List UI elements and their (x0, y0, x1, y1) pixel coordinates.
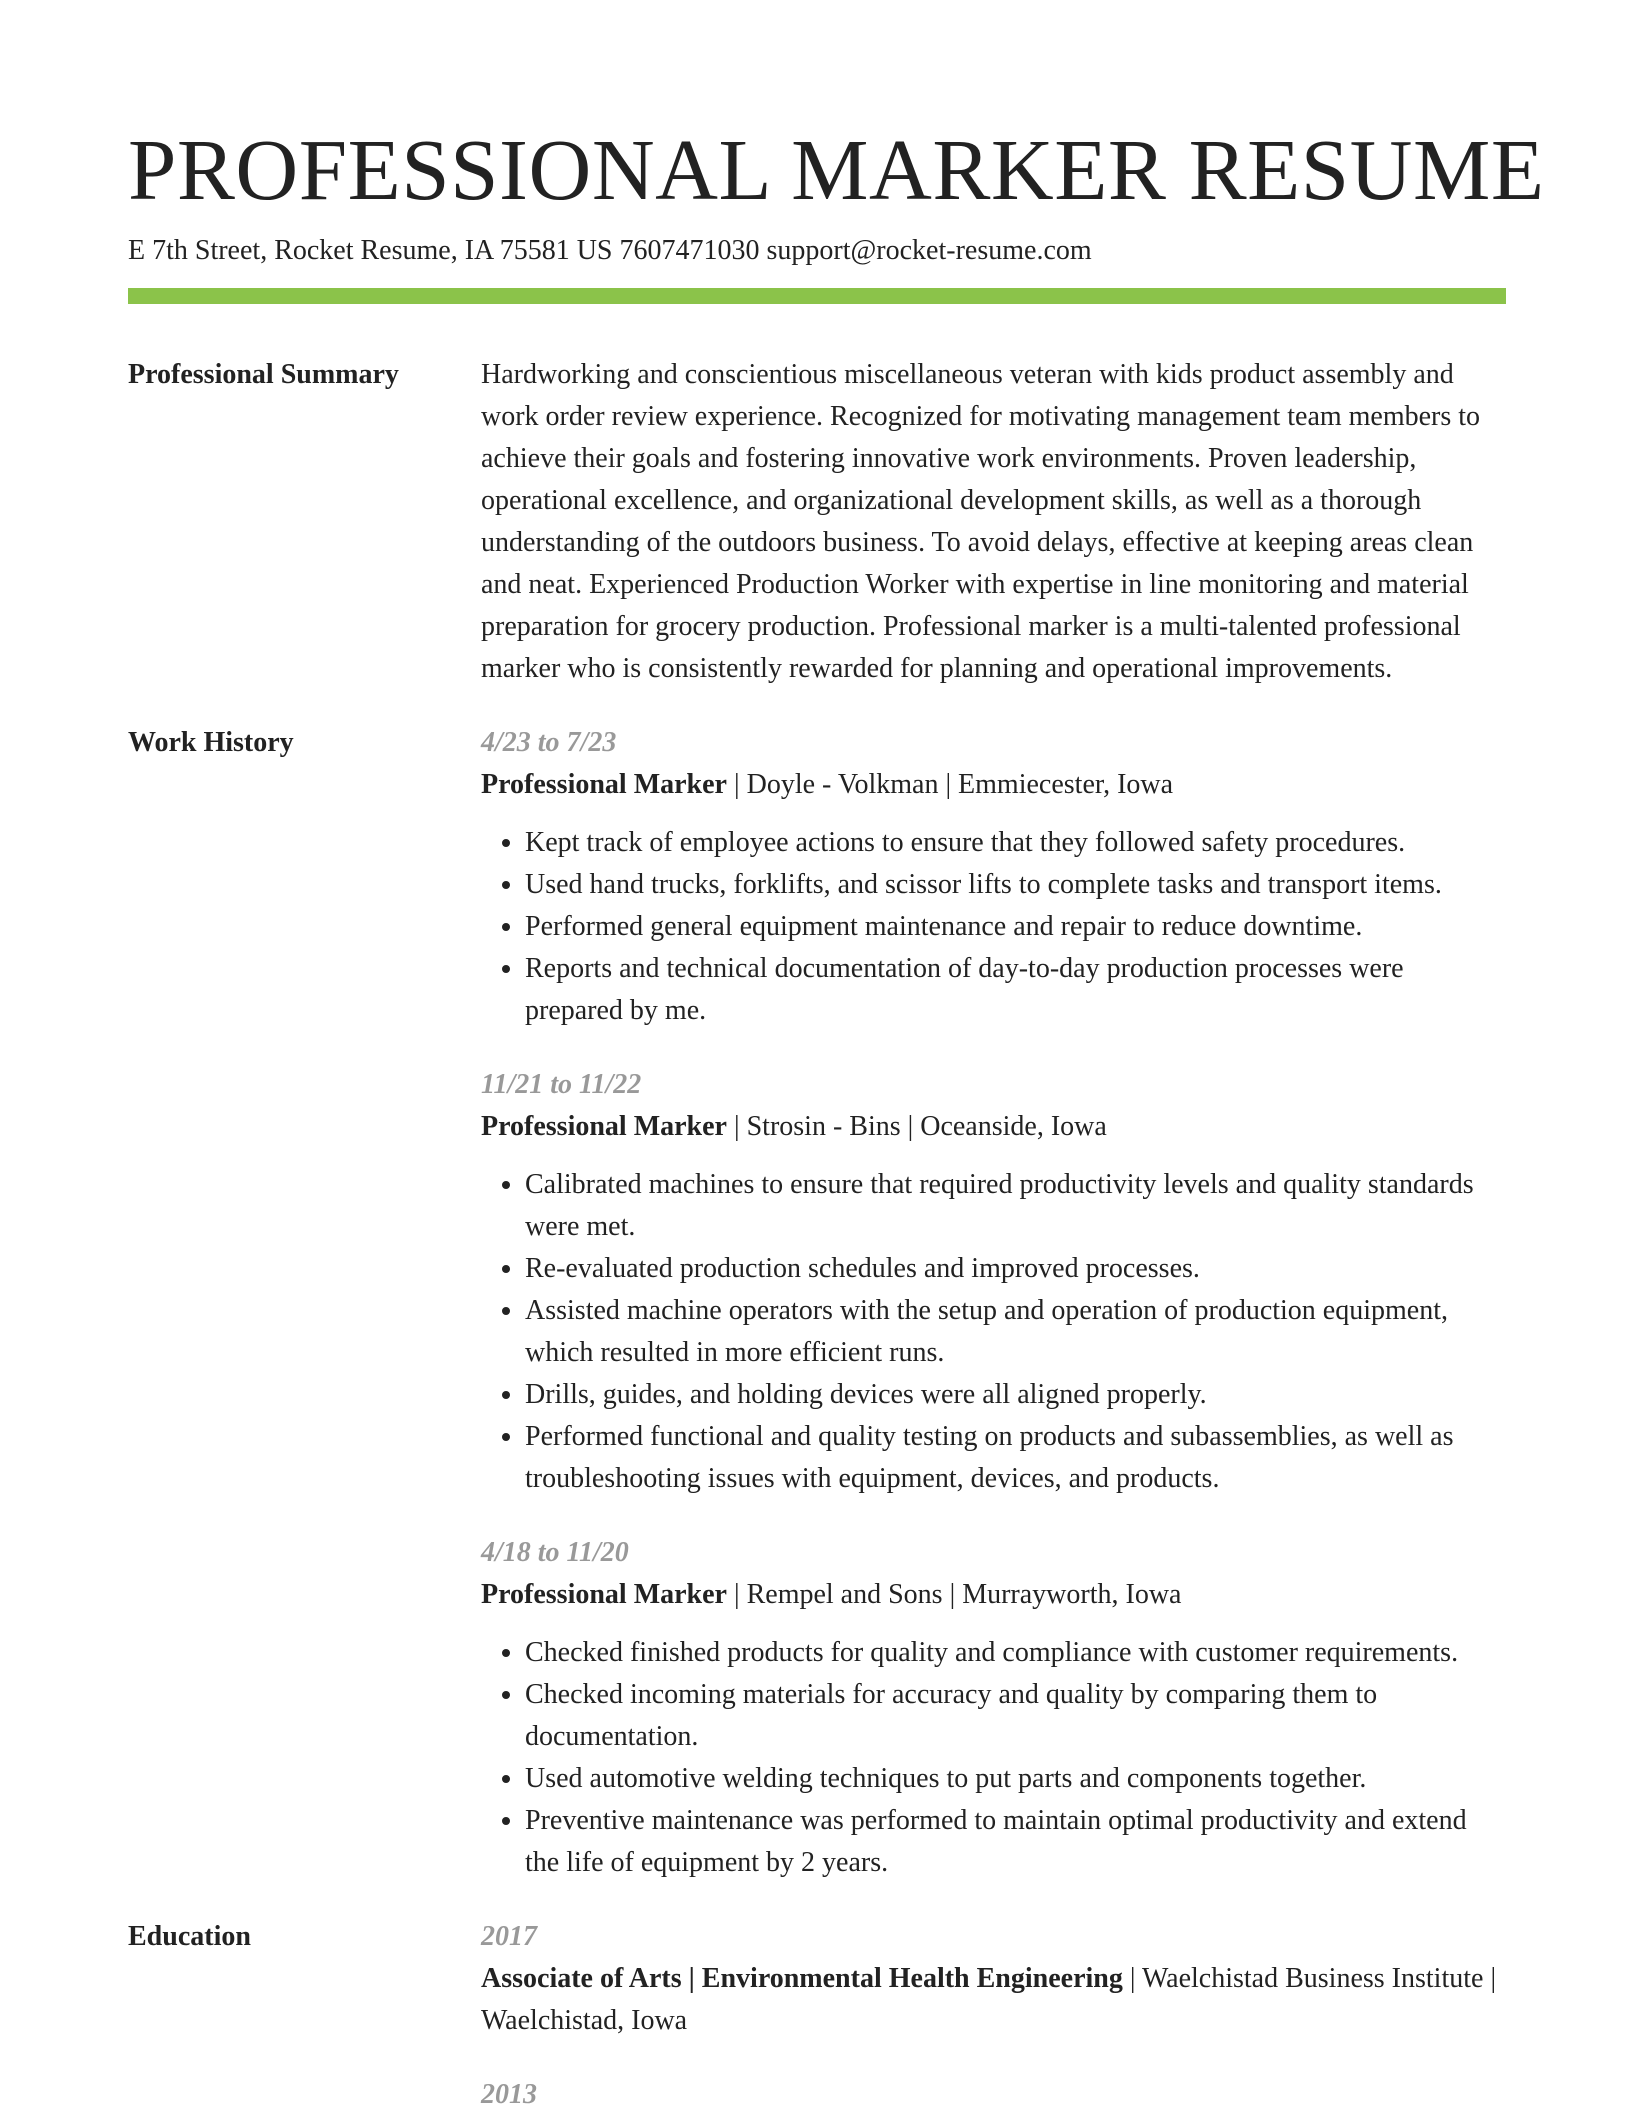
job-duty-item: • Checked incoming materials for accuracy and quality by comparing them to documentation. (525, 1674, 1506, 1758)
education-year: 2017 (481, 1921, 537, 1952)
job-duty-item: • Drills, guides, and holding devices were all aligned properly. (525, 1374, 1506, 1416)
job-location: Oceanside, Iowa (920, 1111, 1107, 1142)
job-dates: 11/21 to 11/22 (481, 1069, 642, 1100)
job-duty-item: • Assisted machine operators with the setup and operation of production equipment, which resulted in more efficient runs. (525, 1290, 1506, 1374)
education-body (481, 1916, 1506, 2116)
education-section (128, 1916, 1506, 2116)
job-duty-item: • Checked finished products for quality and compliance with customer requirements. (525, 1632, 1506, 1674)
education-location: Waelchistad, Iowa (481, 2005, 688, 2036)
job-heading: Professional Marker | Strosin - Bins | Oceanside, Iowa (481, 1111, 1107, 1142)
education-school: Waelchistad Business Institute (1141, 1963, 1484, 1994)
work-history-heading: Work History (128, 727, 294, 758)
job-company: Strosin - Bins (746, 1111, 901, 1142)
job-role: Professional Marker (481, 769, 727, 800)
header-divider (128, 288, 1506, 304)
job-duty-item: • Kept track of employee actions to ensure that they followed safety procedures. (525, 822, 1506, 864)
resume-page (128, 118, 1545, 2116)
summary-section (128, 354, 1506, 690)
job-company: Rempel and Sons (746, 1579, 943, 1610)
work-history-section (128, 722, 1506, 1884)
job-location: Emmiecester, Iowa (958, 769, 1174, 800)
summary-text: Hardworking and conscientious miscellaneous veteran with kids product assembly and work order review experience. Recognized for motivating management team members to achieve their goals and fostering innovative work environments. Proven leadership, operational excellence, and organizational development skills, as well as a thorough understanding of the outdoors business. To avoid delays, effective at keeping areas clean and neat. Experienced Production Worker with expertise in line monitoring and material preparation for grocery production. Professional marker is a multi-talented professional marker who is consistently rewarded for planning and operational improvements. (481, 359, 1481, 684)
education-entry (481, 2074, 1506, 2116)
job-duties (481, 1632, 1506, 1884)
resume-title: PROFESSIONAL MARKER RESUME (128, 121, 1545, 218)
summary-heading: Professional Summary (128, 359, 399, 390)
job-entry (481, 722, 1506, 1032)
job-role: Professional Marker (481, 1111, 727, 1142)
job-duty-item: • Performed functional and quality testing on products and subassemblies, as well as troubleshooting issues with equipment, devices, and products. (525, 1416, 1506, 1500)
education-degree: Associate of Arts | Environmental Health Engineering (481, 1963, 1123, 1994)
education-year: 2013 (481, 2079, 537, 2110)
job-role: Professional Marker (481, 1579, 727, 1610)
job-duties (481, 822, 1506, 1032)
job-duty-item: • Used hand trucks, forklifts, and scissor lifts to complete tasks and transport items. (525, 864, 1506, 906)
job-duties (481, 1164, 1506, 1500)
job-duty-item: • Re-evaluated production schedules and improved processes. (525, 1248, 1506, 1290)
job-duty-item: • Preventive maintenance was performed to maintain optimal productivity and extend the life of equipment by 2 years. (525, 1800, 1506, 1884)
contact-phone: 7607471030 (619, 235, 760, 266)
education-entry (481, 1916, 1506, 2042)
job-duty-item: • Reports and technical documentation of day-to-day production processes were prepared by me. (525, 948, 1506, 1032)
contact-email: support@rocket-resume.com (766, 235, 1092, 266)
job-company: Doyle - Volkman (746, 769, 939, 800)
work-history-body (481, 722, 1506, 1884)
job-duty-item: • Calibrated machines to ensure that required productivity levels and quality standards were met. (525, 1164, 1506, 1248)
job-dates: 4/18 to 11/20 (481, 1537, 629, 1568)
job-location: Murrayworth, Iowa (962, 1579, 1182, 1610)
contact-address: E 7th Street, Rocket Resume, IA 75581 US (128, 235, 613, 266)
job-entry (481, 1532, 1506, 1884)
job-heading: Professional Marker | Doyle - Volkman | Emmiecester, Iowa (481, 769, 1174, 800)
job-heading: Professional Marker | Rempel and Sons | Murrayworth, Iowa (481, 1579, 1182, 1610)
job-duty-item: • Used automotive welding techniques to put parts and components together. (525, 1758, 1506, 1800)
job-dates: 4/23 to 7/23 (481, 727, 617, 758)
education-heading: Education (128, 1921, 251, 1952)
job-duty-item: • Performed general equipment maintenance and repair to reduce downtime. (525, 906, 1506, 948)
education-details: Associate of Arts | Environmental Health Engineering | Waelchistad Business Institute | Waelchistad, Iowa (481, 1963, 1497, 2036)
contact-line (128, 232, 1506, 270)
job-entry (481, 1064, 1506, 1500)
